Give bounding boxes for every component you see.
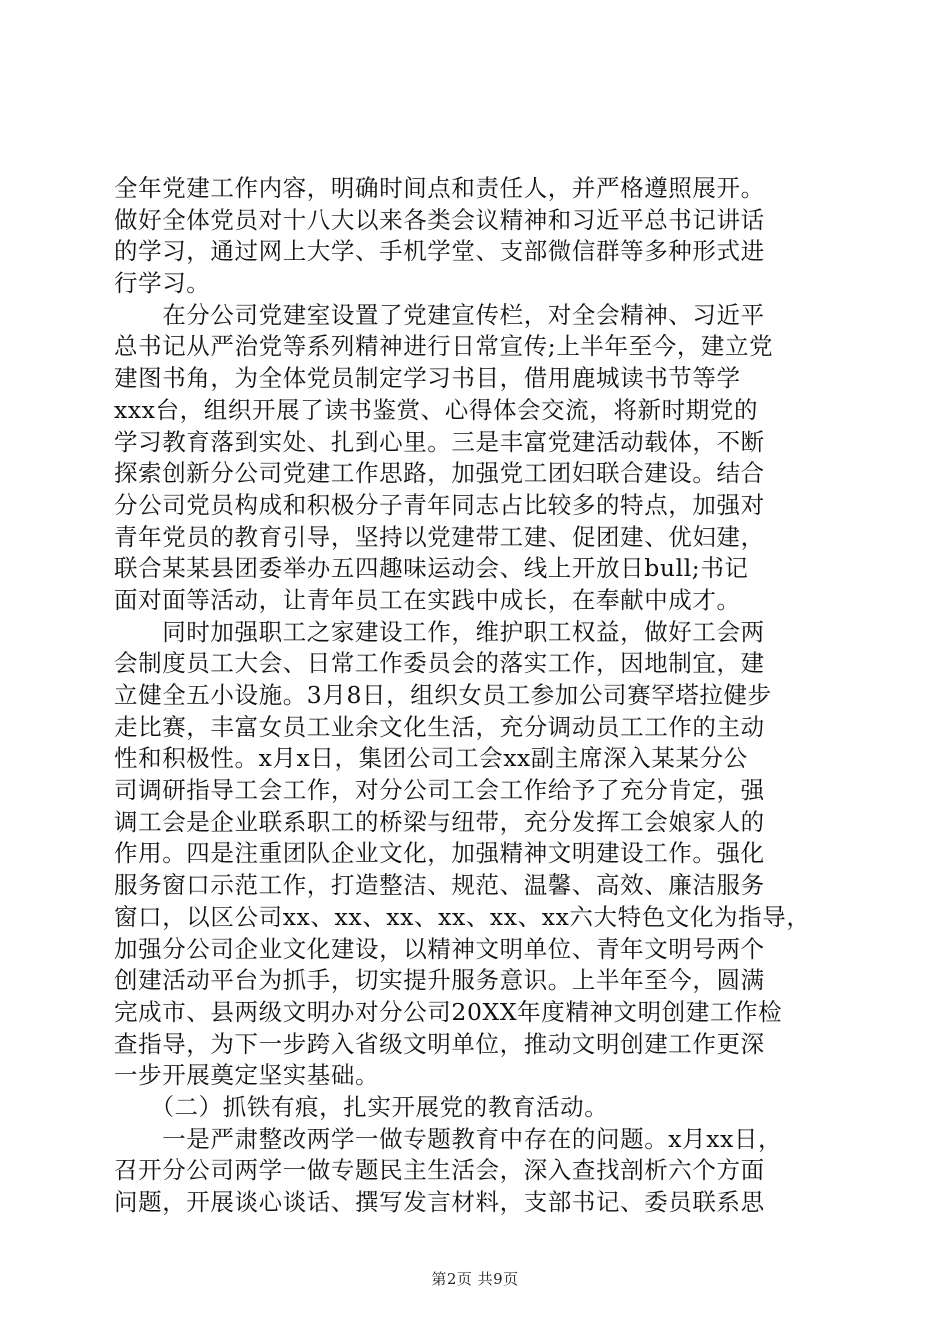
text-line: 建图书角，为全体党员制定学习书目，借用鹿城读书节等学 [114,364,741,393]
text-line: xxx台，组织开展了读书鉴赏、心得体会交流，将新时期党的 [114,395,759,424]
text-line: 行学习。 [114,269,211,298]
text-line: 创建活动平台为抓手，切实提升服务意识。上半年至今，圆满 [114,966,765,995]
text-line: 问题，开展谈心谈话、撰写发言材料，支部书记、委员联系思 [114,1188,765,1216]
text-line: 走比赛，丰富女员工业余文化生活，充分调动员工工作的主动 [114,712,765,741]
text-line: 联合某某县团委举办五四趣味运动会、线上开放日bull;书记 [114,554,749,583]
text-line: 作用。四是注重团队企业文化，加强精神文明建设工作。强化 [114,839,765,868]
text-line: 调工会是企业联系职工的桥梁与纽带，充分发挥工会娘家人的 [114,807,765,836]
text-line: 加强分公司企业文化建设，以精神文明单位、青年文明号两个 [114,934,765,963]
text-line: 学习教育落到实处、扎到心里。三是丰富党建活动载体，不断 [114,427,765,456]
text-line: 性和积极性。x月x日，集团公司工会xx副主席深入某某分公 [114,744,748,773]
text-line: 做好全体党员对十八大以来各类会议精神和习近平总书记讲话 [114,205,765,234]
text-line: （二）抓铁有痕，扎实开展党的教育活动。 [114,1092,609,1121]
text-line: 一是严肃整改两学一做专题教育中存在的问题。x月xx日， [114,1124,783,1153]
text-line: 全年党建工作内容，明确时间点和责任人，并严格遵照展开。 [114,174,765,202]
text-line: 查指导，为下一步跨入省级文明单位，推动文明创建工作更深 [114,1029,765,1058]
text-line: 完成市、县两级文明办对分公司20XX年度精神文明创建工作检 [114,997,783,1026]
text-line: 立健全五小设施。3月8日，组织女员工参加公司赛罕塔拉健步 [114,681,772,709]
page-number-footer: 第2页 共9页 [431,1270,519,1288]
text-line: 分公司党员构成和积极分子青年同志占比较多的特点，加强对 [114,490,765,519]
text-line: 同时加强职工之家建设工作，维护职工权益，做好工会两 [114,617,765,646]
text-line: 会制度员工大会、日常工作委员会的落实工作，因地制宜，建 [114,649,765,678]
text-line: 在分公司党建室设置了党建宣传栏，对全会精神、习近平 [114,300,765,329]
text-line: 探索创新分公司党建工作思路，加强党工团妇联合建设。结合 [114,459,765,488]
text-line: 面对面等活动，让青年员工在实践中成长，在奉献中成才。 [114,585,741,614]
text-line: 青年党员的教育引导，坚持以党建带工建、促团建、优妇建， [114,522,765,551]
document-body [114,173,844,1219]
text-line: 召开分公司两学一做专题民主生活会，深入查找剖析六个方面 [114,1156,765,1185]
text-line: 一步开展奠定坚实基础。 [114,1061,380,1090]
text-line: 的学习，通过网上大学、手机学堂、支部微信群等多种形式进 [114,237,765,266]
text-line: 服务窗口示范工作，打造整洁、规范、温馨、高效、廉洁服务 [114,871,765,900]
text-line: 司调研指导工会工作，对分公司工会工作给予了充分肯定，强 [114,776,765,805]
text-line: 窗口，以区公司xx、xx、xx、xx、xx、xx六大特色文化为指导， [114,902,811,931]
text-line: 总书记从严治党等系列精神进行日常宣传;上半年至今，建立党 [114,332,774,361]
